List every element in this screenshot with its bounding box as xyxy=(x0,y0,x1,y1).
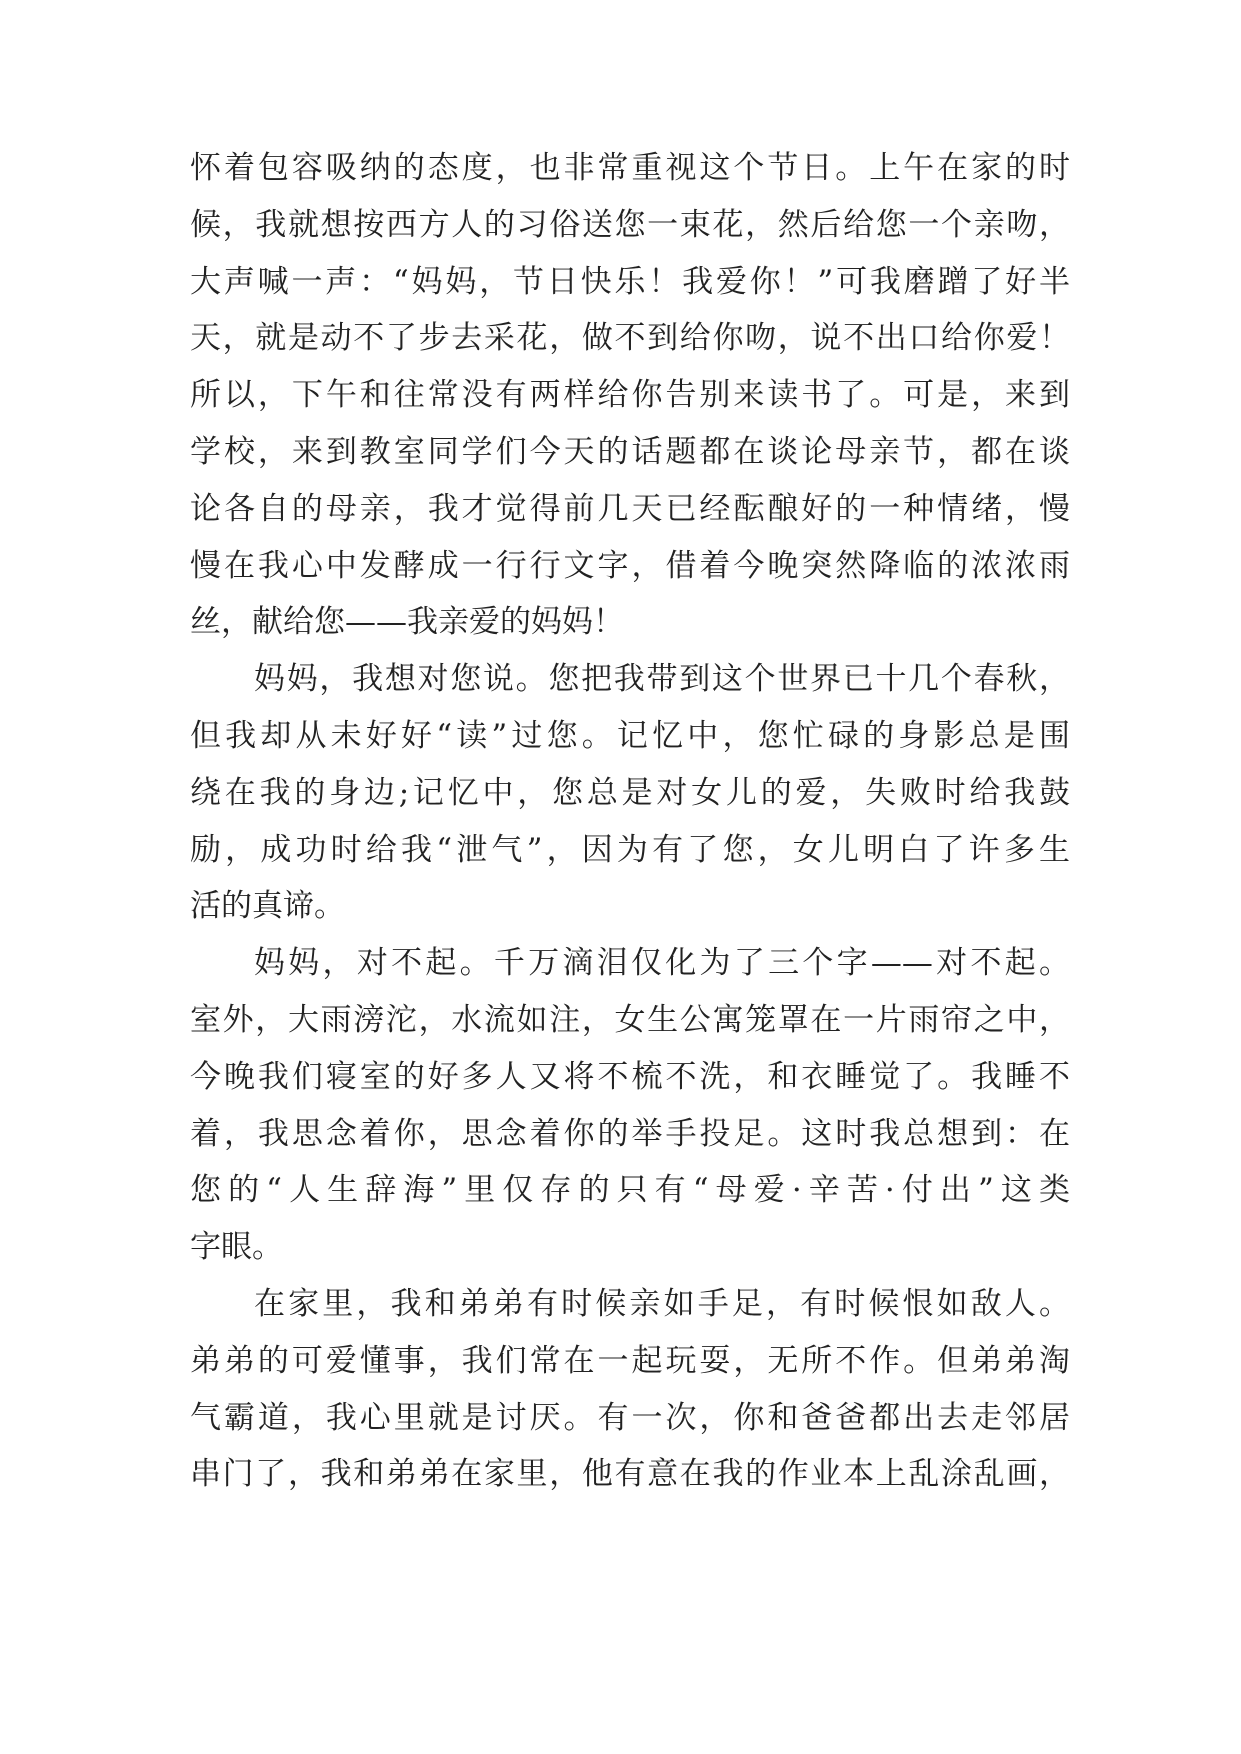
text-line: 今晚我们寝室的好多人又将不梳不洗，和衣睡觉了。我睡不 xyxy=(190,1058,1070,1095)
text-line: 怀着包容吸纳的态度，也非常重视这个节日。上午在家的时 xyxy=(190,150,1070,186)
text-line: 励，成功时给我“泄气”，因为有了您，女儿明白了许多生 xyxy=(190,831,1070,868)
text-line: 丝，献给您——我亲爱的妈妈！ xyxy=(190,604,624,641)
text-line: 但我却从未好好“读”过您。记忆中，您忙碌的身影总是围 xyxy=(190,717,1070,754)
text-line: 活的真谛。 xyxy=(190,888,345,925)
paragraph-2 xyxy=(190,651,1070,935)
text-line: 论各自的母亲，我才觉得前几天已经酝酿好的一种情绪，慢 xyxy=(190,490,1070,527)
text-line: 绕在我的身边;记忆中，您总是对女儿的爱，失败时给我鼓 xyxy=(190,774,1070,811)
text-line: 在家里，我和弟弟有时候亲如手足，有时候恨如敌人。 xyxy=(254,1285,1070,1322)
paragraph-3 xyxy=(190,935,1070,1276)
text-line: 大声喊一声：“妈妈，节日快乐！我爱你！”可我磨蹭了好半 xyxy=(190,263,1070,300)
text-line: 着，我思念着你，思念着你的举手投足。这时我总想到：在 xyxy=(190,1115,1070,1152)
document-body xyxy=(190,140,1070,1503)
text-line: 字眼。 xyxy=(190,1229,283,1266)
text-line: 妈妈，我想对您说。您把我带到这个世界已十几个春秋， xyxy=(254,661,1070,698)
text-line: 串门了，我和弟弟在家里，他有意在我的作业本上乱涂乱画， xyxy=(190,1456,1070,1493)
paragraph-4 xyxy=(190,1276,1070,1503)
paragraph-1 xyxy=(190,140,1070,651)
text-line: 您的“人生辞海”里仅存的只有“母爱·辛苦·付出”这类 xyxy=(190,1172,1070,1209)
text-line: 慢在我心中发酵成一行行文字，借着今晚突然降临的浓浓雨 xyxy=(190,547,1070,584)
text-line: 妈妈，对不起。千万滴泪仅化为了三个字——对不起。 xyxy=(254,945,1070,982)
text-line: 室外，大雨滂沱，水流如注，女生公寓笼罩在一片雨帘之中， xyxy=(190,1001,1070,1038)
text-line: 所以，下午和往常没有两样给你告别来读书了。可是，来到 xyxy=(190,377,1070,414)
text-line: 学校，来到教室同学们今天的话题都在谈论母亲节，都在谈 xyxy=(190,433,1070,470)
text-line: 气霸道，我心里就是讨厌。有一次，你和爸爸都出去走邻居 xyxy=(190,1399,1070,1436)
text-line: 天，就是动不了步去采花，做不到给你吻，说不出口给你爱！ xyxy=(190,320,1070,357)
text-line: 弟弟的可爱懂事，我们常在一起玩耍，无所不作。但弟弟淘 xyxy=(190,1342,1070,1379)
text-line: 候，我就想按西方人的习俗送您一束花，然后给您一个亲吻， xyxy=(190,206,1070,243)
